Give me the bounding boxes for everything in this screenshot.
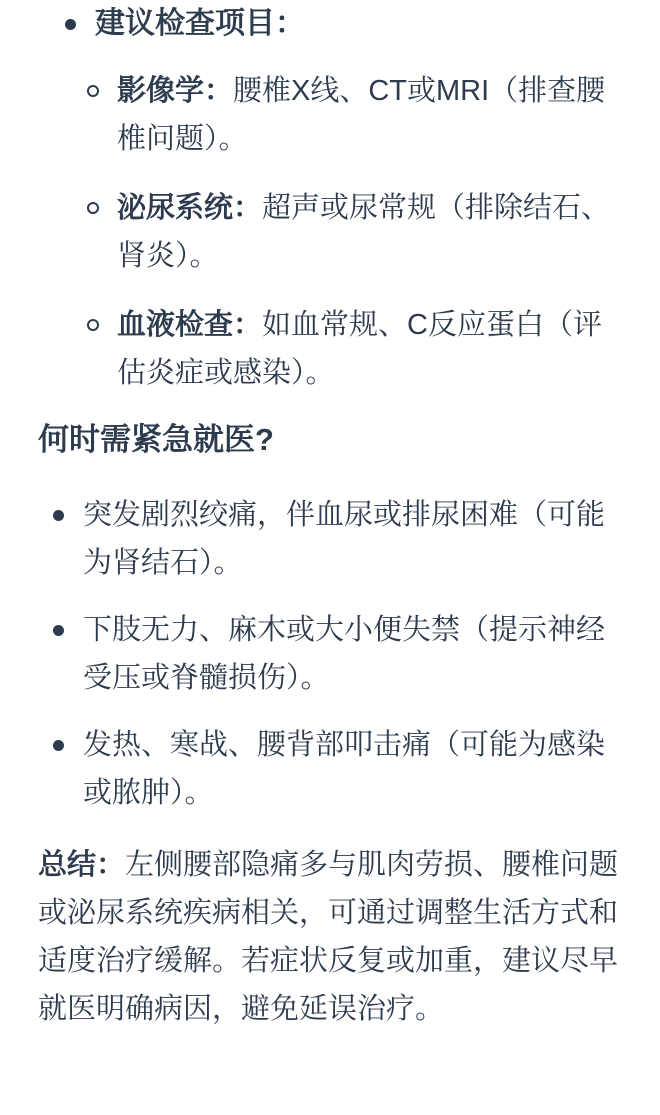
section-heading-urgent-care: 何时需紧急就医? <box>38 422 274 457</box>
item-label: 血液检查： <box>117 309 263 341</box>
item-text: 如血常规、C反应蛋白（评估炎症或感染）。 <box>117 309 602 389</box>
item-text: 腰椎X线、CT或MRI（排查腰椎问题）。 <box>117 75 606 155</box>
summary-paragraph <box>38 841 626 1033</box>
list-item <box>38 606 626 702</box>
list-item <box>38 721 626 817</box>
bullet-icon <box>53 740 64 751</box>
circle-bullet-icon <box>87 319 99 331</box>
circle-bullet-icon <box>87 202 99 214</box>
list-item <box>38 67 626 163</box>
summary-label: 总结： <box>38 849 126 881</box>
item-label: 泌尿系统： <box>117 192 263 224</box>
item-label: 影像学： <box>117 75 234 107</box>
checklist-title-item <box>38 0 626 48</box>
checklist-title: 建议检查项目： <box>95 7 305 40</box>
list-item <box>38 301 626 397</box>
bullet-icon <box>53 625 64 636</box>
list-item <box>38 491 626 587</box>
item-text: 发热、寒战、腰背部叩击痛（可能为感染或脓肿）。 <box>83 729 606 809</box>
bullet-icon <box>53 510 64 521</box>
item-text: 下肢无力、麻木或大小便失禁（提示神经受压或脊髓损伤）。 <box>83 614 606 694</box>
circle-bullet-icon <box>87 85 99 97</box>
bullet-icon <box>65 19 76 30</box>
summary-text: 左侧腰部隐痛多与肌肉劳损、腰椎问题或泌尿系统疾病相关，可通过调整生活方式和适度治疗缓解。若症状反复或加重，建议尽早就医明确病因，避免延误治疗。 <box>38 849 619 1025</box>
item-text: 超声或尿常规（排除结石、肾炎）。 <box>117 192 611 272</box>
item-text: 突发剧烈绞痛，伴血尿或排尿困难（可能为肾结石）。 <box>83 499 606 579</box>
list-item <box>38 184 626 280</box>
